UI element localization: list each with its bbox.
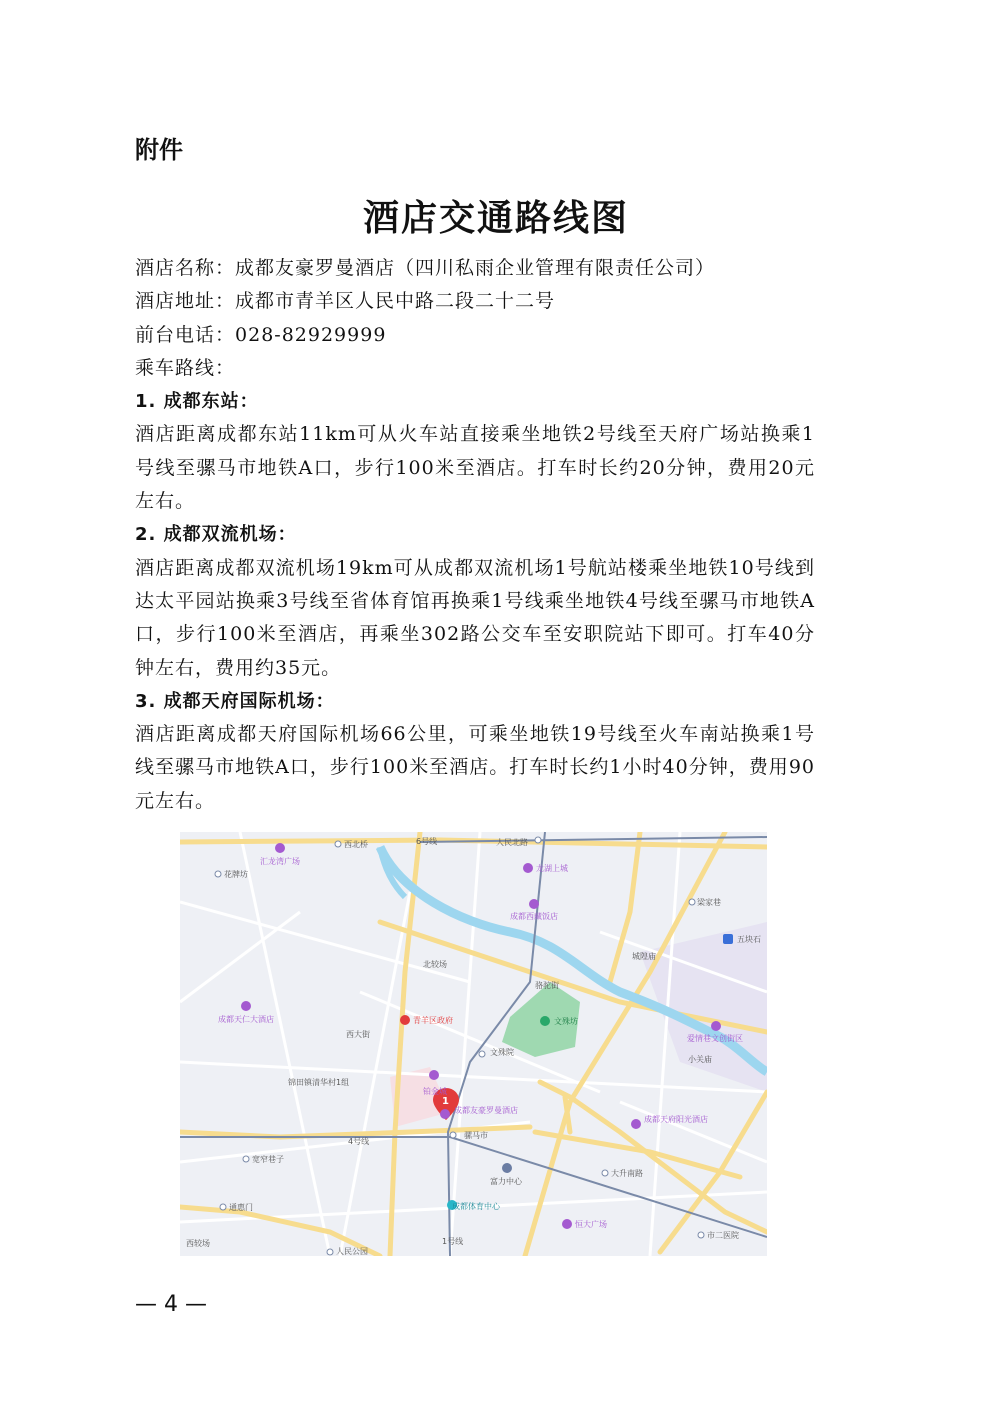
route-text-east-station: 酒店距离成都东站11km可从火车站直接乘坐地铁2号线至天府广场站换乘1号线至骡马市地铁A口，步行100米至酒店。打车时长约20分钟，费用20元左右。 bbox=[135, 423, 815, 513]
map-label: 锦田镇清华村1组 bbox=[288, 1078, 350, 1087]
map-label: 富力中心 bbox=[490, 1177, 522, 1186]
route-heading-east-station: 1. 成都东站： bbox=[135, 391, 259, 413]
map-label: 骡马市 bbox=[464, 1131, 488, 1140]
route-text-shuangliu: 酒店距离成都双流机场19km可从成都双流机场1号航站楼乘坐地铁10号线到达太平园站换乘3号线至省体育馆再换乘1号线乘坐地铁4号线至骡马市地铁A口，步行100米至酒店，再乘坐302路公交车至安职院站下即可。打车40分钟左右，费用约35元。 bbox=[135, 556, 815, 679]
map-label: 西北桥 bbox=[344, 840, 368, 849]
map-label: 铂金城 bbox=[423, 1087, 447, 1096]
map-label: 成都西藏饭店 bbox=[510, 912, 558, 921]
route-map bbox=[180, 832, 767, 1256]
hotel-address-value: 成都市青羊区人民中路二段二十二号 bbox=[235, 290, 556, 313]
metro-station-icon bbox=[335, 841, 341, 847]
metro-line6-label: 6号线 bbox=[416, 837, 438, 846]
map-label: 成都友豪罗曼酒店 bbox=[454, 1106, 518, 1115]
map-label: 恒大广场 bbox=[575, 1220, 607, 1229]
map-label: 花牌坊 bbox=[224, 870, 248, 879]
hotel-address-label: 酒店地址： bbox=[135, 290, 236, 313]
map-label: 龙湖上城 bbox=[536, 864, 568, 873]
hotel-address-line bbox=[135, 285, 815, 318]
map-label: 宽窄巷子 bbox=[252, 1155, 284, 1164]
route-heading-shuangliu: 2. 成都双流机场： bbox=[135, 524, 297, 546]
map-label: 文殊院 bbox=[490, 1048, 514, 1057]
hotel-phone-value: 028-82929999 bbox=[235, 323, 387, 346]
scenic-icon bbox=[540, 1016, 550, 1026]
map-label: 市二医院 bbox=[707, 1231, 739, 1240]
hotel-name-line bbox=[135, 252, 815, 285]
government-icon bbox=[400, 1015, 410, 1025]
map-label: 城隍庙 bbox=[632, 952, 656, 961]
map-label: 西大街 bbox=[346, 1030, 370, 1039]
mall-icon bbox=[429, 1070, 439, 1080]
metro-station-icon bbox=[689, 899, 695, 905]
document-body bbox=[135, 252, 815, 818]
mall-icon bbox=[523, 863, 533, 873]
map-label: 成都体育中心 bbox=[452, 1202, 500, 1211]
mall-icon bbox=[275, 843, 285, 853]
map-label: 北较场 bbox=[423, 960, 447, 969]
hotel-icon bbox=[440, 1109, 450, 1119]
hotel-icon bbox=[529, 899, 539, 909]
map-label: 人民公园 bbox=[336, 1247, 368, 1256]
hotel-name-label: 酒店名称： bbox=[135, 257, 236, 279]
hotel-phone-label: 前台电话： bbox=[135, 323, 236, 346]
mall-icon bbox=[562, 1219, 572, 1229]
metro-station-icon bbox=[479, 1051, 485, 1057]
route-heading-tianfu: 3. 成都天府国际机场： bbox=[135, 690, 335, 712]
metro-line4-label: 4号线 bbox=[348, 1137, 370, 1146]
map-label: 小关庙 bbox=[688, 1055, 712, 1064]
metro-station-icon bbox=[698, 1232, 704, 1238]
hotel-icon bbox=[631, 1119, 641, 1129]
map-label: 成都天仁大酒店 bbox=[218, 1015, 274, 1024]
hotel-phone-line bbox=[135, 319, 815, 352]
metro-station-icon bbox=[450, 1132, 456, 1138]
map-label: 文殊坊 bbox=[554, 1017, 578, 1026]
route-map-svg bbox=[180, 832, 767, 1256]
map-label: 通惠门 bbox=[229, 1203, 253, 1212]
page-title: 酒店交通路线图 bbox=[362, 197, 629, 239]
map-label: 青羊区政府 bbox=[413, 1016, 453, 1025]
routes-label: 乘车路线： bbox=[135, 356, 236, 379]
map-label: 成都天府阳光酒店 bbox=[644, 1115, 708, 1124]
map-label: 骆驼街 bbox=[535, 981, 559, 990]
metro-station-icon bbox=[243, 1156, 249, 1162]
metro-station-icon bbox=[602, 1170, 608, 1176]
attraction-icon bbox=[711, 1021, 721, 1031]
hotel-name-value: 成都友豪罗曼酒店（四川私雨企业管理有限责任公司） bbox=[235, 257, 716, 279]
hotel-icon bbox=[241, 1001, 251, 1011]
map-label: 爱情巷文创街区 bbox=[687, 1034, 743, 1043]
attachment-label: 附件 bbox=[135, 136, 183, 164]
map-label: 梁家巷 bbox=[697, 898, 721, 907]
bus-station-icon bbox=[723, 934, 733, 944]
metro-station-icon bbox=[327, 1249, 333, 1255]
page-number: — 4 — bbox=[135, 1292, 207, 1317]
pin-number: 1 bbox=[442, 1096, 449, 1107]
building-icon bbox=[502, 1163, 512, 1173]
map-label: 大升南路 bbox=[611, 1169, 643, 1178]
metro-line1-label: 1号线 bbox=[442, 1237, 464, 1246]
map-label: 人民北路 bbox=[496, 838, 528, 847]
metro-station-icon bbox=[535, 837, 541, 843]
map-label: 西较场 bbox=[186, 1239, 210, 1248]
metro-station-icon bbox=[220, 1204, 226, 1210]
map-label: 汇龙湾广场 bbox=[260, 857, 300, 866]
map-label: 五块石 bbox=[737, 935, 761, 944]
metro-station-icon bbox=[215, 871, 221, 877]
route-text-tianfu: 酒店距离成都天府国际机场66公里，可乘坐地铁19号线至火车南站换乘1号线至骡马市地铁A口，步行100米至酒店。打车时长约1小时40分钟，费用90元左右。 bbox=[135, 723, 815, 812]
